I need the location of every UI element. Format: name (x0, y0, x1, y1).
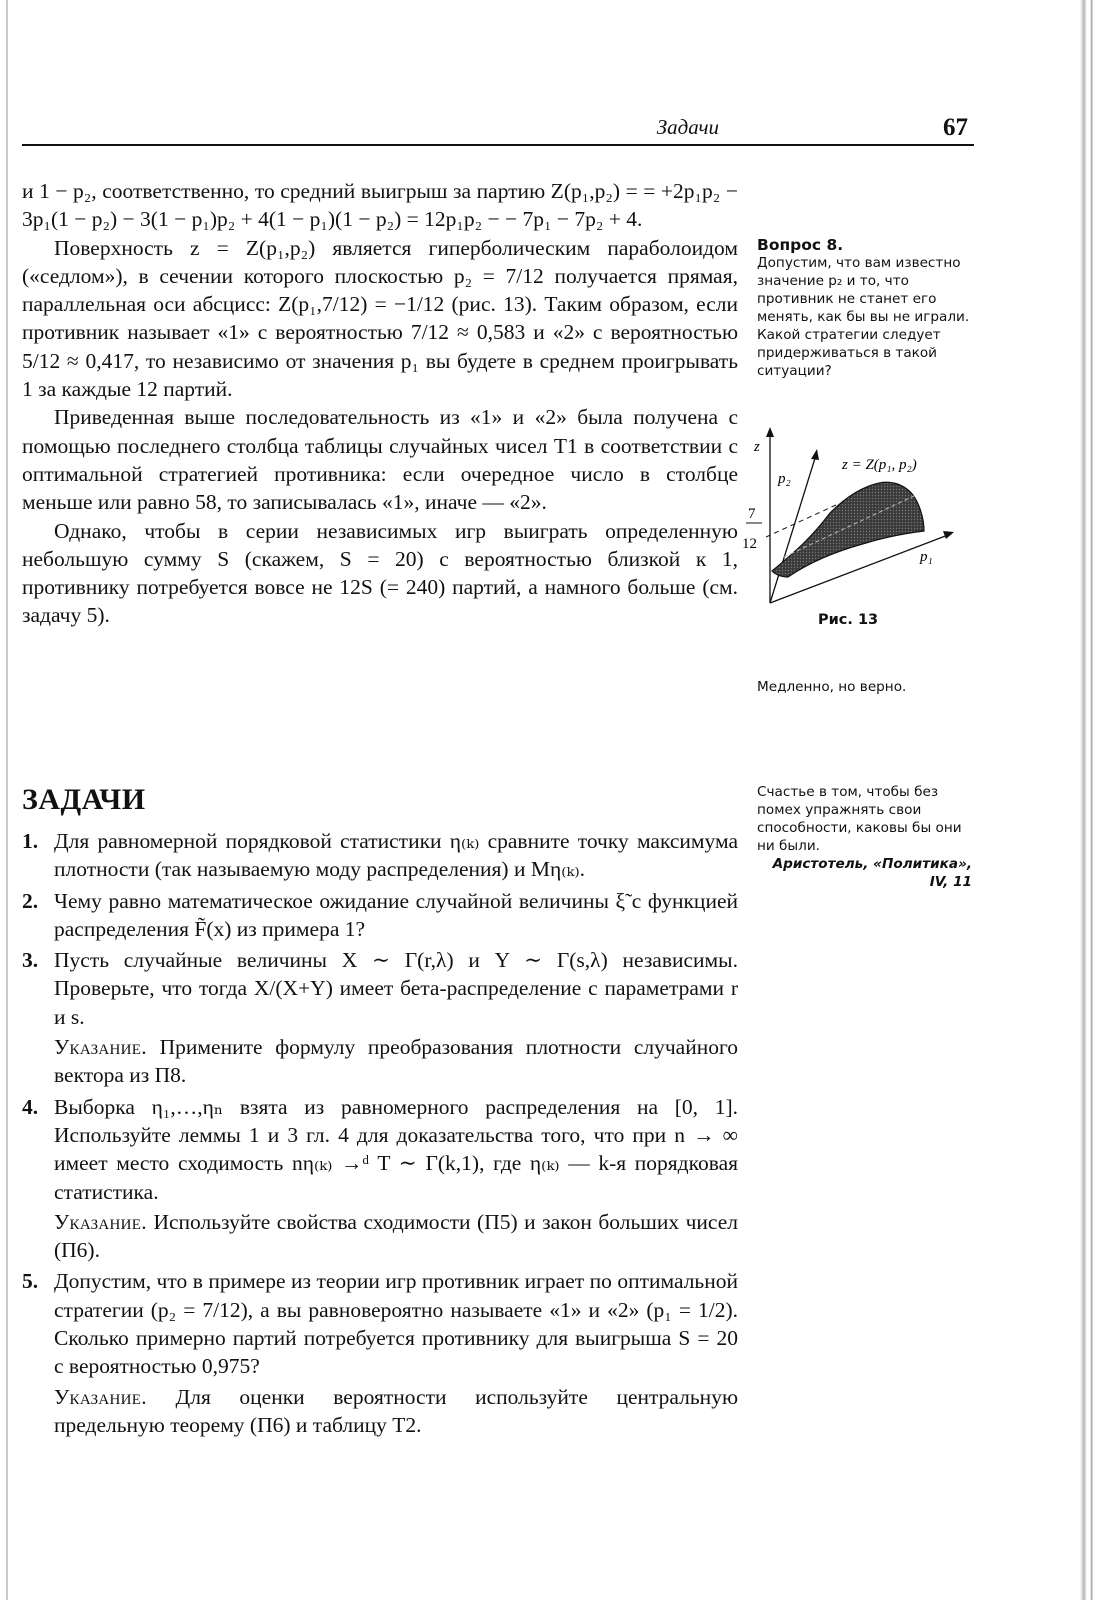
quote-author: Аристотель, «Политика», IV, 11 (772, 856, 972, 890)
paragraph-4: Однако, чтобы в серии независимых игр выиграть определенную небольшую сумму S (скажем, S = 20) с вероятностью близкой к 1, противнику потребуется вовсе не 12S (= 240) партий, а намного больше (см. задачу 5). (22, 518, 738, 628)
problem-text: Допустим, что в примере из теории игр противник играет по оптимальной стратегии (p₂ = 7/12), а вы равновероятно называете «1» и «2» (p₁ = 1/2). Сколько примерно партий потребуется противнику для выигрыша S = 20 с вероятностью 0,975? (54, 1269, 738, 1379)
hint-text: Для оценки вероятности используйте центральную предельную теорему (П6) и таблицу Т2. (54, 1384, 739, 1437)
question-text: Допустим, что вам известно значение p₂ и то, что противник не станет его менять, как бы вы не играли. Какой стратегии следует придерживаться в такой ситуации? (757, 255, 970, 379)
quote-text: Счастье в том, чтобы без помех упражнять свои способности, каковы бы они ни были. (757, 784, 962, 854)
problems-list (22, 827, 738, 1442)
scan-edge-right (1062, 0, 1102, 1600)
saddle-surface (772, 482, 924, 577)
sidebar-quote (757, 783, 972, 891)
problem-number: 2. (22, 888, 39, 913)
problem-item (22, 1093, 738, 1265)
p2-axis-arrow (811, 449, 819, 460)
page-header (22, 112, 974, 146)
problem-text: Для равномерной порядковой статистики η₍ₖ₎ сравните точку максимума плотности (так называемую моду распределения) и Mη₍ₖ₎. (54, 829, 738, 882)
main-text (22, 177, 738, 630)
fig-frac-numerator: 7 (748, 506, 756, 522)
problem-item (22, 946, 738, 1089)
fig-frac-denominator: 12 (742, 536, 757, 552)
paragraph-3: Приведенная выше последовательность из «1» и «2» была получена с помощью последнего столбца таблицы случайных чисел Т1 в соответствии с оптимальной стратегией противника: если очередное число в столбце меньше или равно 58, то записывалась «1», иначе — «2». (22, 405, 738, 515)
hint-label: Указание. (54, 1035, 147, 1060)
problem-hint (54, 1208, 738, 1265)
problem-text: Пусть случайные величины X ∼ Γ(r,λ) и Y ∼ Γ(s,λ) независимы. Проверьте, что тогда X/(X+Y) имеет бета-распределение с параметрами r и s. (54, 948, 738, 1029)
fig-label-surface: z = Z(p₁, p₂) (842, 457, 917, 473)
paragraph-1: и 1 − p₂, соответственно, то средний выигрыш за партию Z(p₁,p₂) = = +2p₁p₂ − 3p₁(1 − p₂) − 3(1 − p₁)p₂ + 4(1 − p₁)(1 − p₂) = 12p₁p₂ − − 7p₁ − 7p₂ + 4. (22, 179, 738, 232)
problem-hint (54, 1033, 738, 1090)
fig-label-p1: p₁ (920, 549, 933, 565)
page-number: 67 (943, 114, 968, 141)
sidebar-note: Медленно, но верно. (757, 679, 907, 695)
scan-edge-left (6, 0, 8, 1600)
p1-axis-arrow (943, 531, 954, 539)
question-title: Вопрос 8. (757, 236, 844, 254)
problem-number: 5. (22, 1269, 39, 1294)
problem-text: Выборка η₁,…,ηₙ взята из равномерного распределения на [0, 1]. Используйте леммы 1 и 3 гл. 4 для доказательства того, что при n → ∞ имеет место сходимость nη₍ₖ₎ →ᵈ T ∼ Γ(k,1), где η₍ₖ₎ — k-я порядковая статистика. (54, 1094, 738, 1204)
problem-item (22, 887, 738, 944)
hint-text: Используйте свойства сходимости (П5) и закон больших чисел (П6). (54, 1209, 738, 1263)
figure-caption: Рис. 13 (818, 612, 879, 628)
paragraph-2: Поверхность z = Z(p₁,p₂) является гиперболическим параболоидом («седлом»), в сечении которого плоскостью p₂ = 7/12 получается прямая, параллельная оси абсцисс: Z(p₁,7/12) = −1/12 (рис. 13). Таким образом, если противник называет «1» с вероятностью 7/12 ≈ 0,583 и «2» с вероятностью 5/12 ≈ 0,417, то независимо от значения p₁ вы будете в среднем проигрывать 1 за каждые 12 партий. (22, 235, 738, 402)
hint-label: Указание. (54, 1209, 147, 1234)
hint-label: Указание. (54, 1384, 147, 1409)
problem-item (22, 1267, 738, 1439)
problem-text: Чему равно математическое ожидание случайной величины ξ̃ с функцией распределения F̃(x) из примера 1? (54, 888, 738, 941)
fig-label-p2: p₂ (778, 471, 791, 487)
problem-number: 4. (22, 1094, 39, 1119)
problem-hint (54, 1383, 738, 1440)
problem-number: 3. (22, 948, 39, 973)
hint-text: Примените формулу преобразования плотности случайного вектора из П8. (54, 1035, 739, 1088)
section-title: ЗАДАЧИ (22, 783, 146, 816)
problem-item (22, 827, 738, 884)
sidebar-question (757, 236, 972, 380)
fig-label-z: z (754, 439, 760, 455)
p2-axis (770, 455, 816, 603)
problem-number: 1. (22, 829, 39, 853)
running-title: Задачи (656, 115, 719, 139)
z-axis-arrow (766, 427, 774, 437)
